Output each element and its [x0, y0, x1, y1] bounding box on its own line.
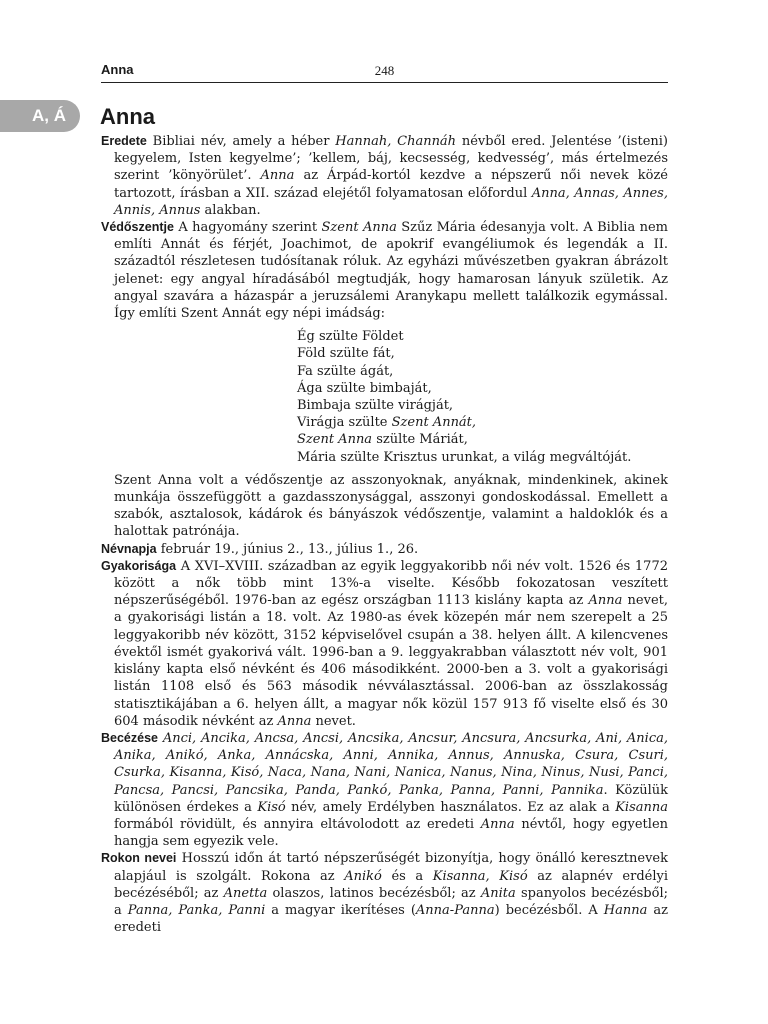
text-run: a magyar ikerítéses ( [265, 902, 416, 918]
folk-prayer-poem [297, 328, 668, 466]
italic-run: Anikó [344, 868, 382, 884]
italic-run: Szent Annát, [391, 415, 477, 431]
section-label: Becézése [101, 730, 158, 745]
text-run: név, amely Erdélyben használatos. Ez az alak a [285, 799, 616, 815]
italic-run: Anna-Panna [415, 902, 495, 918]
section-vedoszentje-continued: Szent Anna volt a védőszentje az asszonyoknak, anyáknak, mindenkinek, akinek munkája összefüggött a gazdasszonysággal, asszonyi gondoskodással. Emellett a szabók, asztalosok, kádárok és bányászok védőszentje, valamint a haldoklók és a halottak patrónája. [114, 472, 668, 540]
italic-run: Szent Anna [321, 220, 397, 236]
text-run: A hagyomány szerint [173, 220, 322, 236]
section-vedoszentje [101, 219, 668, 322]
section-label: Rokon nevei [101, 851, 177, 866]
text-run: nevet. [311, 713, 356, 729]
text-run: spanyolos becézésből; a [114, 885, 668, 918]
italic-run: Anna [260, 168, 295, 184]
section-becezese [101, 730, 668, 850]
text-run: szülte Máriát, [372, 432, 468, 448]
running-head [101, 62, 668, 83]
text-run: Virágja szülte [297, 415, 392, 431]
text-run: az eredeti [114, 902, 668, 936]
entry-body [101, 133, 668, 936]
poem-line: Ég szülte Földet [297, 329, 404, 345]
text-run: nevet, a gyakorisági listán a 18. volt. Az 1980-as évek közepén már nem szerepelt a 25 leggyakoribb név között, 3152 képviselővel csupán a 38. helyen állt. A kilencvenes évektől ismét gyakorivá vált. 1996-ban a 9. leggyakrabban választott név volt, 901 kislány kapta első névként és 406 másodikként. 2000-ben a 3. volt a gyakorisági listán 1108 első és 563 második névválasztással. 2006-ban az összlakosság statisztikájában a 6. helyen állt, a magyar nők közül 157 913 fő viselte első és 30 604 második névként az [114, 593, 669, 729]
section-label: Névnapja [101, 541, 157, 556]
poem-line [297, 431, 668, 448]
poem-line [297, 414, 668, 431]
text-run: Bibliai név, amely a héber [146, 134, 336, 149]
italic-run: Anita [480, 885, 516, 901]
italic-run: Szent Anna [297, 432, 373, 448]
text-run: Hosszú időn át tartó népszerűségét bizonyítja, hogy önálló keresztnevek alapjául is szolgált. Rokona az [114, 851, 669, 884]
text-run: formából rövidült, és annyira eltávolodott az eredeti [114, 816, 481, 832]
italic-run: Hanna [603, 902, 648, 918]
text-run: február 19., június 2., 13., július 1., 26. [156, 541, 419, 557]
italic-run: Anci, Ancika, Ancsa, Ancsi, Ancsika, Ancsur, Ancsura, Ancsurka, Ani, Anica, Anika, Anikó, Anka, Annácska, Anni, Annika, Annus, Annuska, Csura, Csuri, Csurka, Kisanna, Kisó, Naca, Nana, Nani, Nanica, Nanus, Nina, Ninus, Nusi, Panci, Pancsa, Pancsi, Pancsika, Panda, Pankó, Panka, Panna, Panni, Pannika [114, 730, 668, 798]
text-run: ) becézésből. A [494, 902, 604, 918]
running-head-entry-name: Anna [101, 62, 134, 77]
section-gyakorisaga [101, 558, 668, 730]
italic-run: Kisó [257, 799, 286, 815]
text-run: és a [381, 868, 433, 884]
text-run: A XVI–XVIII. században az egyik leggyakoribb női név volt. 1526 és 1772 között a nők több mint 13%-a viselte. Később fokozatosan veszített népszerűségéből. 1976-ban az egész országban 1113 kislány kapta az [114, 558, 668, 609]
section-label: Gyakorisága [101, 558, 177, 573]
entry-title: Anna [100, 104, 155, 129]
section-eredete [101, 133, 668, 219]
italic-run: Hannah, Channáh [335, 134, 457, 149]
italic-run: Anna [588, 593, 623, 609]
italic-run: Anetta [223, 885, 268, 901]
text-run: névtől, hogy egyetlen hangja sem egyezik vele. [114, 816, 669, 850]
text-run: az Árpád-kortól kezdve a népszerű női nevek közé tartozott, írásban a XII. század elejétől folyamatosan előfordul [114, 168, 668, 201]
italic-run: Anna [480, 816, 515, 832]
italic-run: Kisanna, Kisó [432, 868, 528, 884]
poem-line: Ága szülte bimbaját, [297, 380, 432, 396]
text-run: alakban. [200, 202, 261, 218]
italic-run: Anna, Annas, Annes, Annis, Annus [114, 185, 668, 218]
section-label: Védőszentje [101, 220, 174, 235]
italic-run: Anna [277, 713, 312, 729]
text-run: Szűz Mária édesanyja volt. A Biblia nem említi Annát és férjét, Joachimot, de apokrif evangéliumok és legendák a II. századtól részletesen tudósítanak róluk. Az egyházi művészetben gyakran ábrázolt jelenet: egy angyal híradásából megtudják, hogy hamarosan lányuk születik. Az angyal szavára a házaspár a jeruzsálemi Aranykapu mellett találkozik egymással. Így említi Szent Annát egy népi imádság: [114, 220, 668, 322]
section-rokon-nevei [101, 850, 668, 936]
text-run: az alapnév erdélyi becézéséből; az [114, 868, 669, 901]
thumb-index-tab: A, Á [0, 100, 80, 132]
section-label: Eredete [101, 134, 147, 148]
poem-line: Fa szülte ágát, [297, 363, 394, 379]
italic-run: Panna, Panka, Panni [127, 902, 266, 918]
italic-run: Kisanna [615, 799, 669, 815]
text-run: névből ered. Jelentése ’(isteni) kegyelem, Isten kegyelme’; ’kellem, báj, kecsesség, kedvesség’, más értelmezés szerint ’könyörület’. [114, 134, 668, 184]
text-run: . Közülük különösen érdekes a [114, 782, 668, 815]
section-nevnapja [101, 541, 668, 558]
page-number: 248 [374, 63, 395, 78]
text-run: olaszos, latinos becézésből; az [267, 885, 481, 901]
poem-line: Bimbaja szülte virágját, [297, 398, 454, 414]
poem-line: Föld szülte fát, [297, 346, 395, 362]
poem-line: Mária szülte Krisztus urunkat, a világ megváltóját. [297, 449, 632, 465]
